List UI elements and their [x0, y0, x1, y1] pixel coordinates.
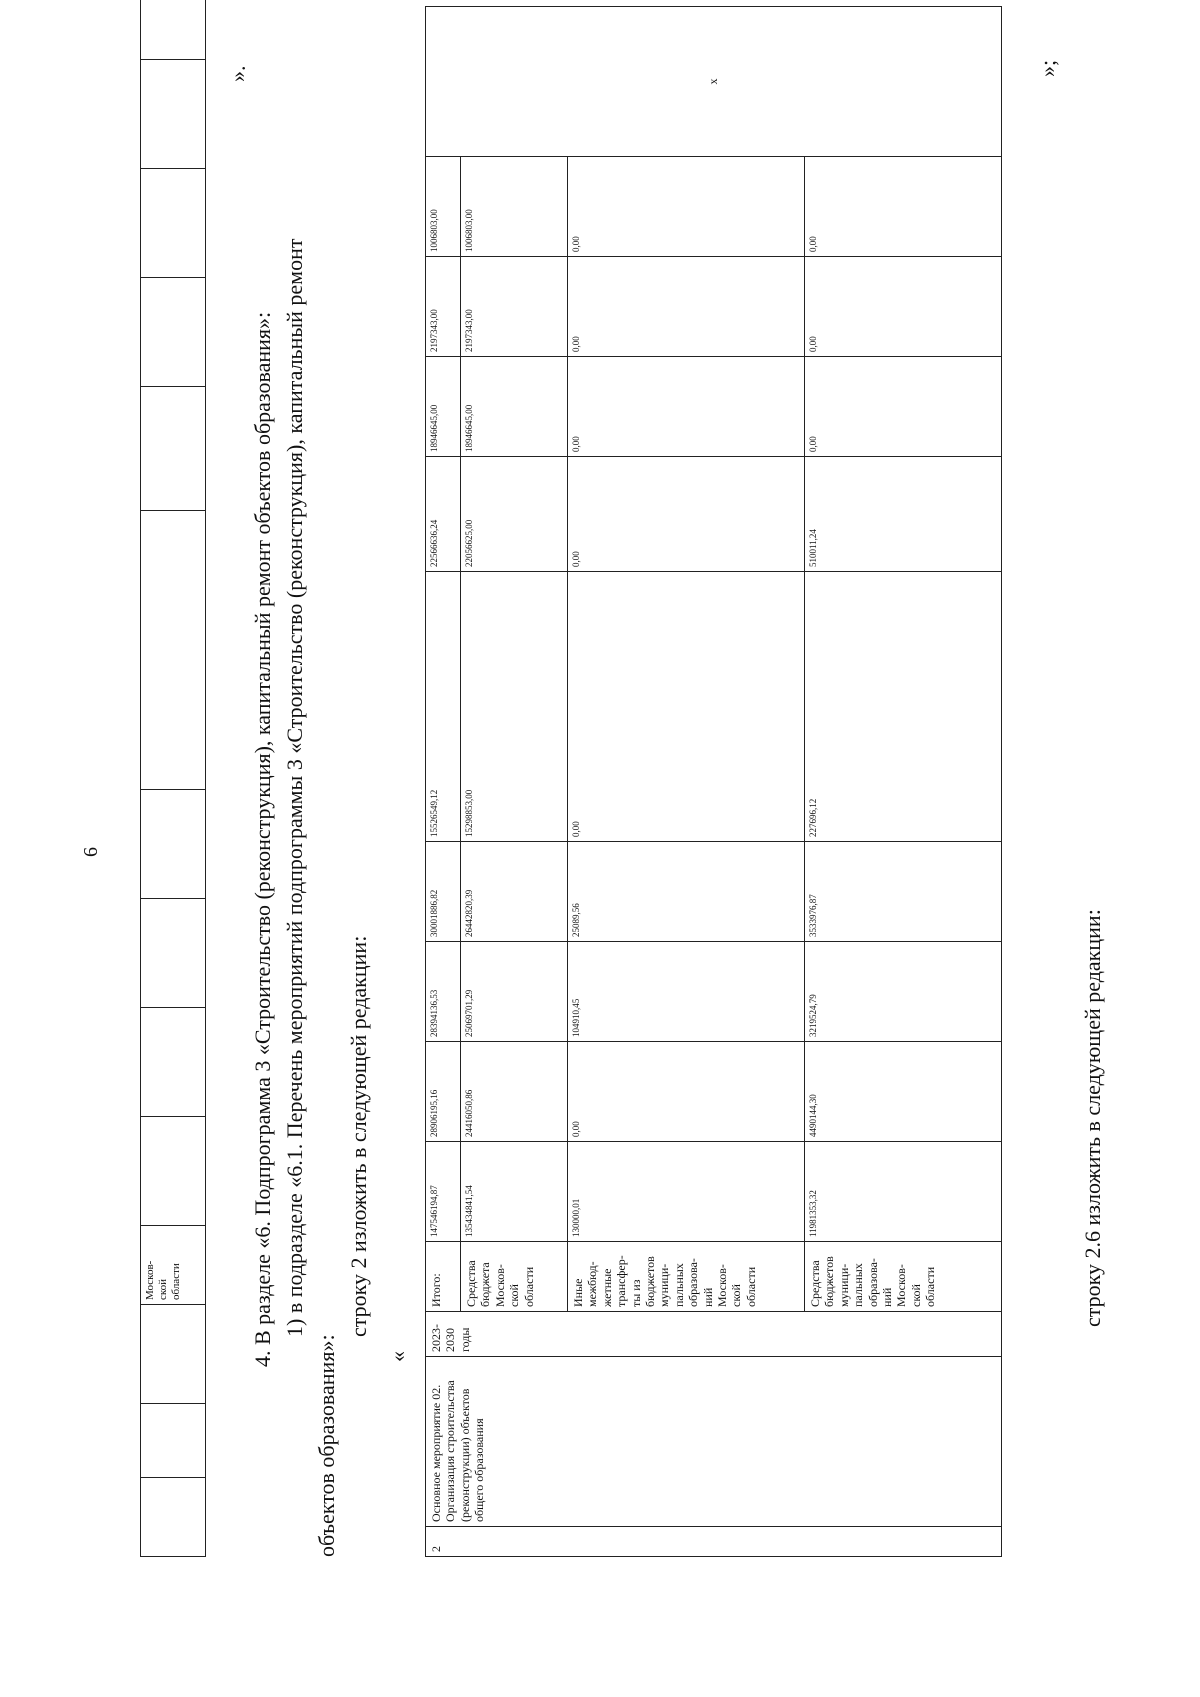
table-cell: [141, 60, 206, 169]
measure-description: Основное мероприятие 02. Организация строительства (реконструкции) объектов общего образования: [426, 1357, 1002, 1527]
table-cell: [141, 790, 206, 899]
closing-quote: »;: [1035, 59, 1060, 77]
value-cell: 22566636,24: [426, 457, 461, 572]
source-cell: Итого:: [426, 1242, 461, 1312]
period-cell: 2023- 2030 годы: [426, 1312, 1002, 1357]
source-cell: Иные межбюд-жетные трансфер-ты из бюджетов муници-пальных образова-ний Москов-ской области: [568, 1242, 805, 1312]
value-cell: 0,00: [568, 157, 805, 257]
value-cell: 26442820,39: [461, 842, 568, 942]
value-cell: 0,00: [805, 357, 1002, 457]
open-quote: «: [385, 1351, 410, 1362]
value-cell: 510011,24: [805, 457, 1002, 572]
value-cell: 28394136,53: [426, 942, 461, 1042]
value-cell: 1006803,00: [426, 157, 461, 257]
value-cell: 18946645,00: [426, 357, 461, 457]
value-cell: 0,00: [805, 157, 1002, 257]
table-cell: [141, 1008, 206, 1117]
value-cell: 135434841,54: [461, 1142, 568, 1242]
value-cell: 15526549,12: [426, 572, 461, 842]
table-cell: [141, 1305, 206, 1404]
subsection-heading: 1) в подразделе «6.1. Перечень мероприятий подпрограммы 3 «Строительство (реконструкция), капитальный ремонт: [282, 238, 307, 1337]
measures-table: [425, 6, 1002, 1557]
table-cell: [141, 169, 206, 278]
source-cell: Средства бюджетов муници-пальных образова-ний Москов-ской области: [805, 1242, 1002, 1312]
value-cell: 22056625,00: [461, 457, 568, 572]
table-cell: [141, 0, 206, 60]
value-cell: 0,00: [805, 257, 1002, 357]
value-cell: 18946645,00: [461, 357, 568, 457]
value-cell: 3533976,87: [805, 842, 1002, 942]
table-row: [141, 0, 206, 1557]
subsection-heading-continued: объектов образования»:: [314, 1334, 339, 1557]
region-label: Москов- ской области: [144, 1260, 183, 1300]
row-number: 2: [426, 1527, 1002, 1557]
value-cell: 11981353,32: [805, 1142, 1002, 1242]
table-cell: [141, 899, 206, 1008]
value-cell: 0,00: [568, 572, 805, 842]
value-cell: 2197343,00: [461, 257, 568, 357]
source-cell: Средства бюджета Москов-ской области: [461, 1242, 568, 1312]
value-cell: 24416050,86: [461, 1042, 568, 1142]
executor-cell: х: [426, 7, 1002, 157]
value-cell: 1006803,00: [461, 157, 568, 257]
table-cell: [141, 278, 206, 387]
value-cell: 30001886,82: [426, 842, 461, 942]
closing-quote: ».: [225, 65, 250, 82]
instruction-line: строку 2 изложить в следующей редакции:: [346, 935, 371, 1337]
value-cell: 25089,56: [568, 842, 805, 942]
table-cell: [141, 1226, 206, 1305]
section-heading: 4. В разделе «6. Подпрограмма 3 «Строительство (реконструкция), капитальный ремонт объектов образования»:: [250, 311, 275, 1367]
value-cell: 28906195,16: [426, 1042, 461, 1142]
table-cell: [141, 1117, 206, 1226]
continued-table: [140, 0, 206, 1557]
table-cell: [141, 387, 206, 511]
value-cell: 104910,45: [568, 942, 805, 1042]
value-cell: 2197343,00: [426, 257, 461, 357]
value-cell: 0,00: [568, 257, 805, 357]
footer-instruction: строку 2.6 изложить в следующей редакции:: [1080, 909, 1105, 1327]
value-cell: 0,00: [568, 457, 805, 572]
page-number: 6: [80, 847, 102, 857]
value-cell: 130000,01: [568, 1142, 805, 1242]
value-cell: 25069701,29: [461, 942, 568, 1042]
table-cell: [141, 1404, 206, 1478]
table-cell: [141, 511, 206, 790]
value-cell: 4490144,30: [805, 1042, 1002, 1142]
value-cell: 227696,12: [805, 572, 1002, 842]
value-cell: 0,00: [568, 1042, 805, 1142]
value-cell: 0,00: [568, 357, 805, 457]
table-cell: [141, 1478, 206, 1557]
value-cell: 15298853,00: [461, 572, 568, 842]
value-cell: 147546194,87: [426, 1142, 461, 1242]
value-cell: 3219524,79: [805, 942, 1002, 1042]
table-row: [426, 7, 461, 1557]
